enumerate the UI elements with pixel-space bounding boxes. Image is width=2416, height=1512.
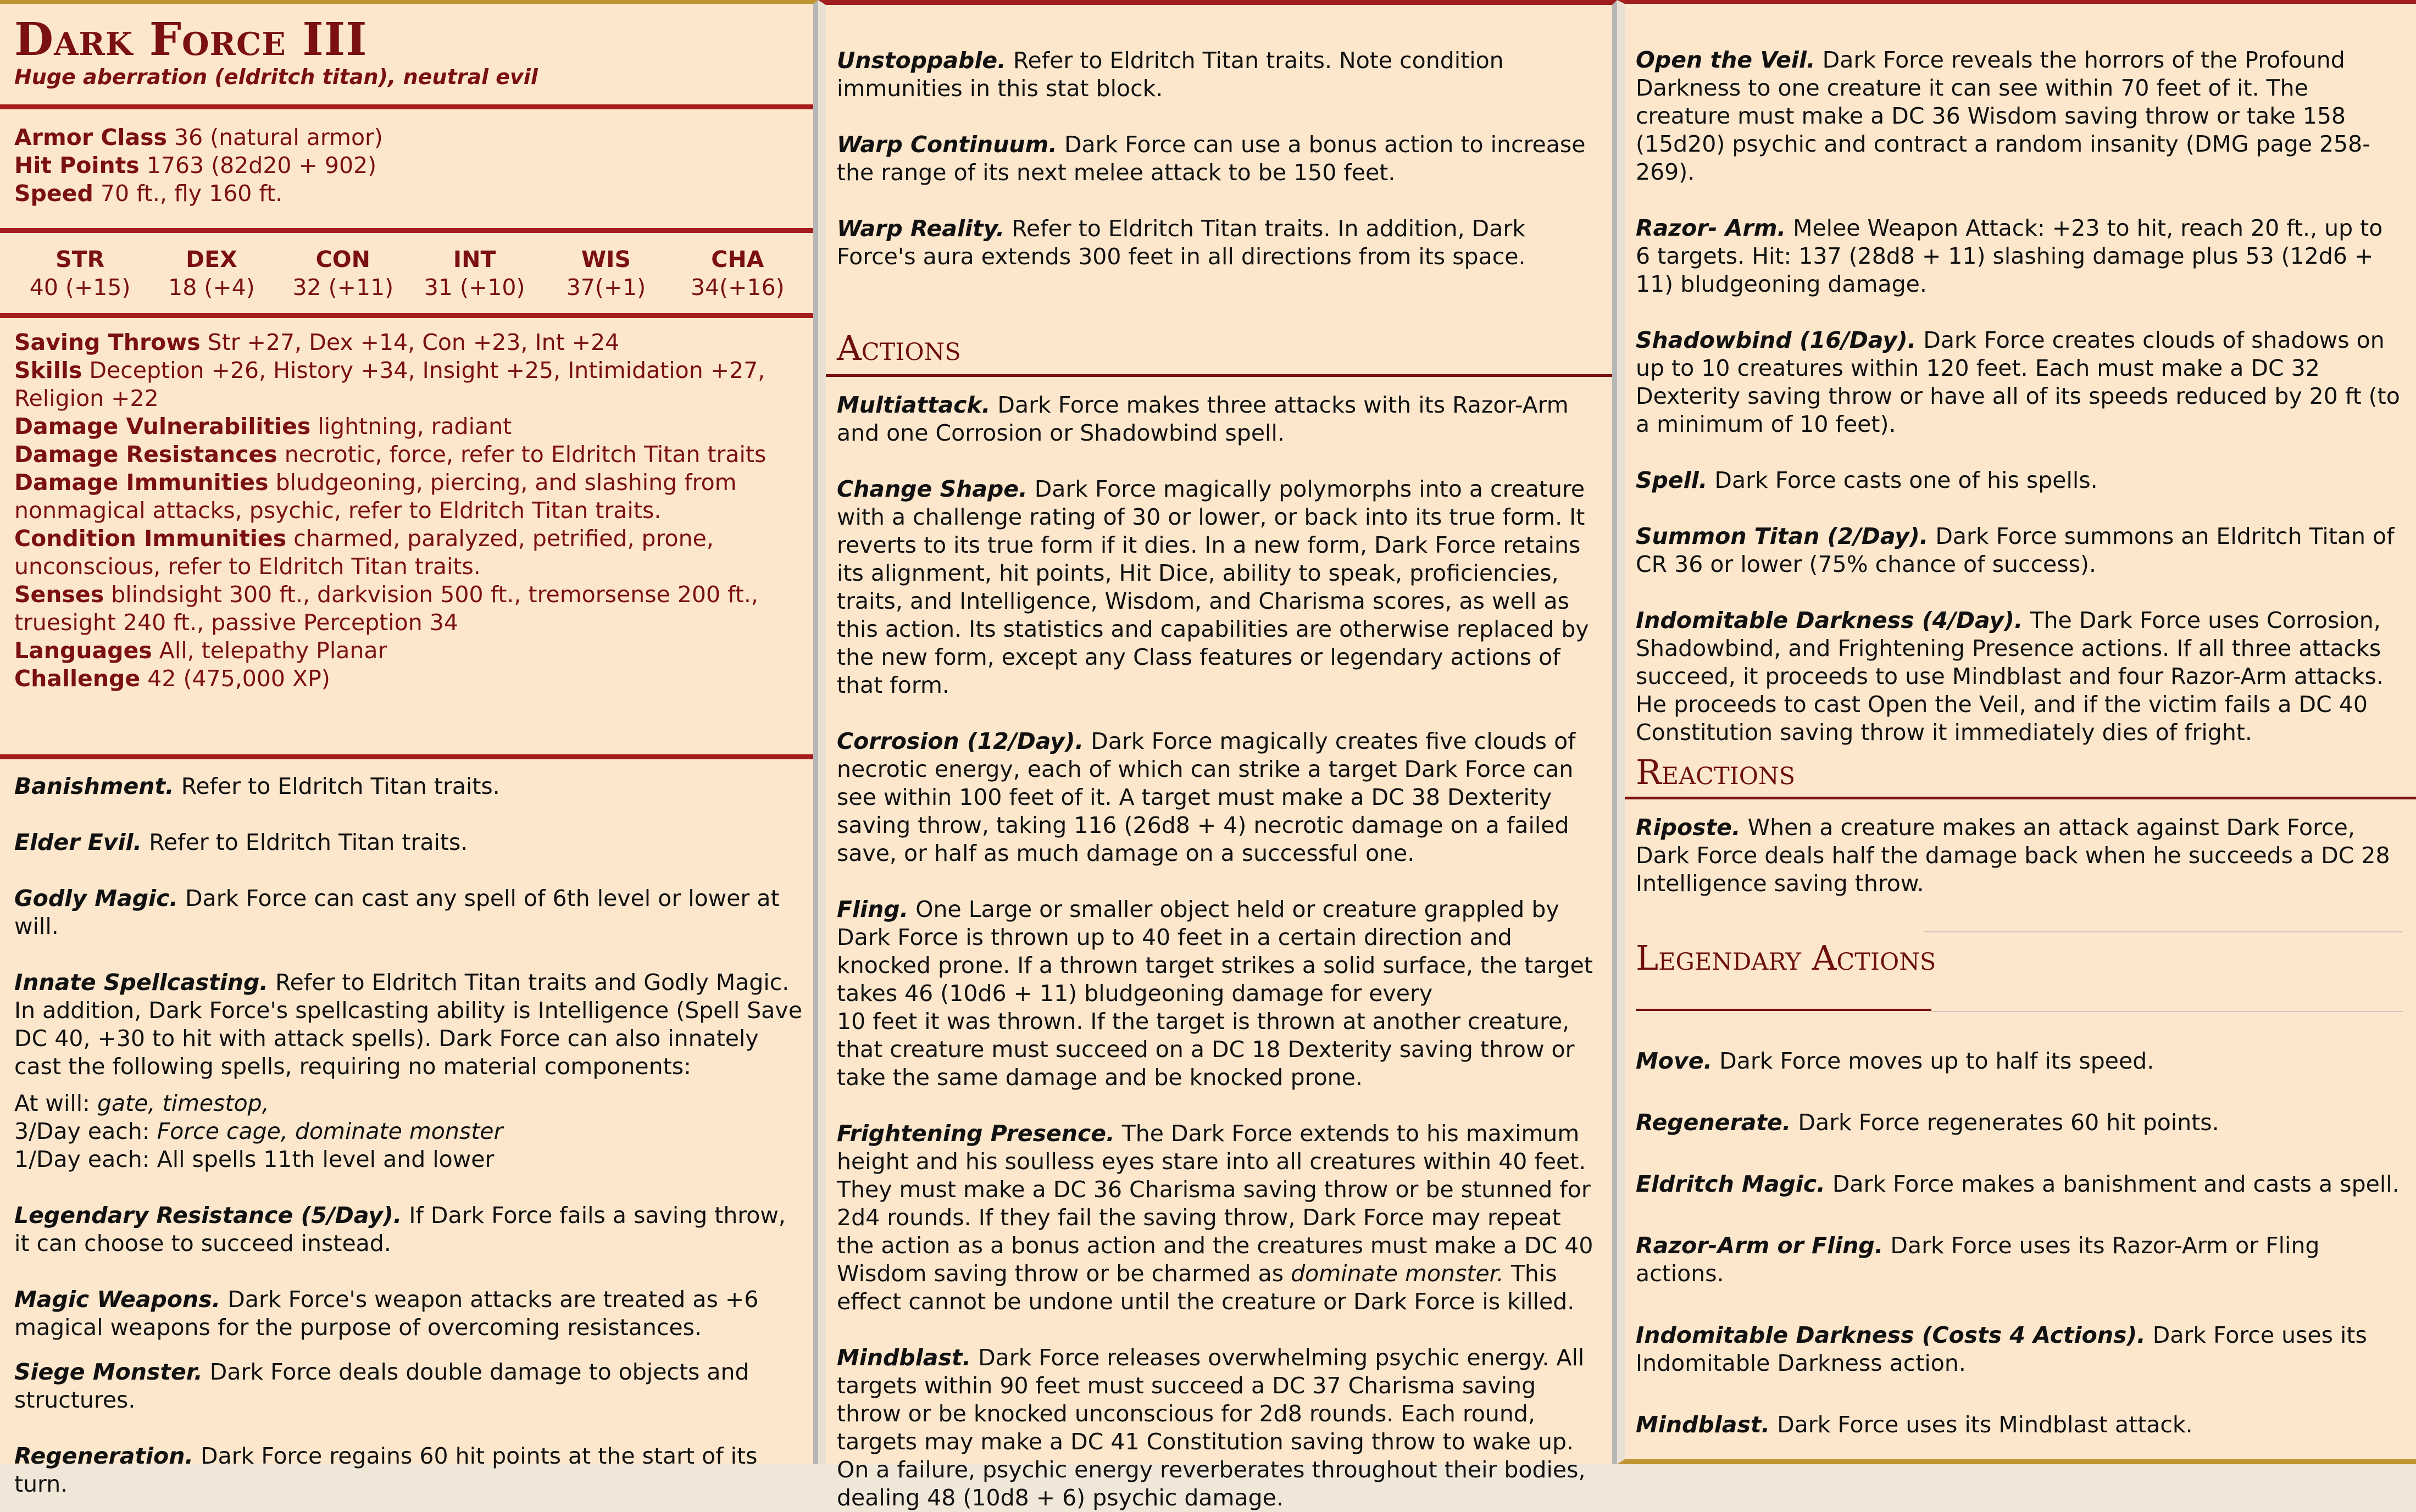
speed: Speed 70 ft., fly 160 ft. (14, 180, 283, 207)
column-1 (0, 0, 818, 1497)
stat-block-header (14, 15, 803, 90)
action-fling-continued: 10 feet it was thrown. If the target is thrown at another creature, that creature must succeed on a DC 18 Dexterity saving throw or take the same damage and be knocked prone. (837, 1008, 1575, 1091)
column-2 (818, 0, 1617, 1511)
action-fling: Fling. One Large or smaller object held or creature grappled by Dark Force is thrown up to 40 feet in a certain direction and knocked prone. If a thrown target strikes a solid surface, the target takes 46 (10d6 + 11) bludgeoning damage for every (837, 896, 1593, 1007)
section-underline (826, 374, 1612, 377)
legendary-actions-heading: Legendary Actions (1636, 938, 1936, 978)
legendary-heading-wrap (1636, 939, 2403, 977)
ability-str: STR 40 (+15) (29, 246, 131, 301)
hit-points: Hit Points 1763 (82d20 + 902) (14, 152, 377, 179)
action-shadowbind: Shadowbind (16/Day). Dark Force creates clouds of shadows on up to 10 creatures within 120 feet. Each must make a DC 32 Dexterity saving throw or have all of its speeds reduced by 20 ft (to a minimum of 10 feet). (1636, 327, 2400, 437)
legendary-indomitable-darkness: Indomitable Darkness (Costs 4 Actions). Dark Force uses its Indomitable Darkness action. (1636, 1322, 2367, 1376)
ability-wis: WIS 37(+1) (566, 246, 646, 301)
ability-int: INT 31 (+10) (424, 246, 525, 301)
divider (0, 313, 813, 318)
trait-magic-weapons: Magic Weapons. Dark Force's weapon attacks are treated as +6 magical weapons for the purpose of overcoming resistances. (14, 1286, 759, 1341)
legendary-actions-block (1636, 1047, 2403, 1439)
reaction-riposte: Riposte. When a creature makes an attack against Dark Force, Dark Force deals half the damage back when he succeeds a DC 28 Intelligence saving throw. (1636, 814, 2390, 897)
damage-resistances: Damage Resistances necrotic, force, refer to Eldritch Titan traits (14, 441, 767, 468)
column-3 (1617, 0, 2416, 1464)
trait-warp-continuum: Warp Continuum. Dark Force can use a bonus action to increase the range of its next melee attack to be 150 feet. (837, 131, 1586, 186)
action-multiattack: Multiattack. Dark Force makes three attacks with its Razor-Arm and one Corrosion or Shadowbind spell. (837, 392, 1569, 446)
ability-cha: CHA 34(+16) (690, 246, 785, 301)
legendary-mindblast: Mindblast. Dark Force uses its Mindblast attack. (1636, 1411, 2193, 1438)
action-frightening-presence: Frightening Presence. The Dark Force extends to his maximum height and his soulless eyes stare into all creatures within 40 feet. They must make a DC 36 Charisma saving throw or be stunned for 2d4 rounds. If they fail the saving throw, Dark Force may repeat the action as a bonus action and the creatures must make a DC 40 Wisdom saving throw or be charmed as dominate monster. This effect cannot be undone until the creature or Dark Force is killed. (837, 1120, 1593, 1315)
actions-block (837, 391, 1599, 1512)
divider (0, 228, 813, 233)
action-change-shape: Change Shape. Dark Force magically polymorphs into a creature with a challenge rating of 30 or lower, or back into its true form. It reverts to its true form if it dies. In a new form, Dark Force retains its alignment, hit points, Hit Dice, ability to speak, proficiencies, traits, and Intelligence, Wisdom, and Charisma scores, as well as this action. Its statistics and capabilities are otherwise replaced by the new form, except any Class features or legendary actions of that form. (837, 476, 1589, 698)
skills: Skills Deception +26, History +34, Insight +25, Intimidation +27, Religion +22 (14, 357, 765, 412)
action-indomitable-darkness: Indomitable Darkness (4/Day). The Dark Force uses Corrosion, Shadowbind, and Frightening Presence actions. If all three attacks succeed, it proceeds to use Mindblast and four Razor-Arm attacks. He proceeds to cast Open the Veil, and if the victim fails a DC 40 Constitution saving throw it immediately dies of fright. (1636, 607, 2384, 746)
action-summon-titan: Summon Titan (2/Day). Dark Force summons an Eldritch Titan of CR 36 or lower (75% chance of success). (1636, 523, 2395, 577)
ability-con: CON 32 (+11) (292, 246, 394, 301)
action-spell: Spell. Dark Force casts one of his spells. (1636, 467, 2098, 493)
reactions-heading: Reactions (1636, 752, 1796, 792)
trait-unstoppable: Unstoppable. Refer to Eldritch Titan traits. Note condition immunities in this stat block. (837, 47, 1504, 102)
senses: Senses blindsight 300 ft., darkvision 500 ft., tremorsense 200 ft., truesight 240 ft., passive Perception 34 (14, 581, 758, 636)
action-razor-arm: Razor- Arm. Melee Weapon Attack: +23 to hit, reach 20 ft., up to 6 targets. Hit: 137 (28d8 + 11) slashing damage plus 53 (12d6 + 11) bludgeoning damage. (1636, 215, 2383, 297)
legendary-razor-arm-or-fling: Razor-Arm or Fling. Dark Force uses its Razor-Arm or Fling actions. (1636, 1232, 2320, 1287)
trait-banishment: Banishment. Refer to Eldritch Titan traits. (14, 773, 500, 799)
challenge: Challenge 42 (475,000 XP) (14, 665, 330, 692)
traits-block (14, 772, 803, 1498)
legendary-eldritch-magic: Eldritch Magic. Dark Force makes a banishment and casts a spell. (1636, 1171, 2400, 1197)
section-underline (1625, 797, 2416, 799)
damage-immunities: Damage Immunities bludgeoning, piercing, and slashing from nonmagical attacks, psychic, refer to Eldritch Titan traits. (14, 469, 737, 524)
properties-block (14, 329, 803, 693)
creature-type: Huge aberration (eldritch titan), neutral evil (14, 65, 538, 89)
action-mindblast: Mindblast. Dark Force releases overwhelming psychic energy. All targets within 90 feet must succeed a DC 37 Charisma saving throw or be knocked unconscious for 2d8 rounds. Each round, targets may make a DC 41 Constitution saving throw to wake up. On a failure, psychic energy reverberates throughout their bodies, dealing 48 (10d8 + 6) psychic damage. (837, 1344, 1586, 1511)
saving-throws: Saving Throws Str +27, Dex +14, Con +23, Int +24 (14, 329, 620, 355)
divider (0, 104, 813, 109)
trait-innate-spellcasting: Innate Spellcasting. Refer to Eldritch Titan traits and Godly Magic. In addition, Dark Force's spellcasting ability is Intelligence (Spell Save DC 40, +30 to hit with attack spells). Dark Force can also innately cast the following spells, requiring no material components: (14, 969, 802, 1080)
trait-siege-monster: Siege Monster. Dark Force deals double damage to objects and structures. (14, 1359, 749, 1413)
legendary-move: Move. Dark Force moves up to half its speed. (1636, 1048, 2154, 1074)
reactions-block (1636, 814, 2403, 898)
legendary-regenerate: Regenerate. Dark Force regenerates 60 hit points. (1636, 1109, 2219, 1136)
actions-heading: Actions (837, 328, 961, 368)
action-open-the-veil: Open the Veil. Dark Force reveals the horrors of the Profound Darkness to one creature it can see within 70 feet of it. The creature must make a DC 36 Wisdom saving throw or take 158 (15d20) psychic and contract a random insanity (DMG page 258-269). (1636, 47, 2371, 185)
actions-continued (1636, 46, 2403, 747)
actions-heading-wrap (837, 329, 1599, 368)
ability-scores (14, 246, 803, 302)
decorative-rule (1931, 1011, 2403, 1012)
condition-immunities: Condition Immunities charmed, paralyzed, petrified, prone, unconscious, refer to Eldritch Titan traits. (14, 525, 714, 580)
armor-class: Armor Class 36 (natural armor) (14, 124, 383, 151)
trait-regeneration: Regeneration. Dark Force regains 60 hit points at the start of its turn. (14, 1443, 758, 1497)
traits-continued (837, 47, 1599, 271)
divider (0, 754, 813, 759)
spell-list: At will: gate, timestop, 3/Day each: Force cage, dominate monster 1/Day each: All spells 11th level and lower (14, 1090, 503, 1172)
trait-warp-reality: Warp Reality. Refer to Eldritch Titan traits. In addition, Dark Force's aura extends 300 feet in all directions from its space. (837, 215, 1526, 270)
action-corrosion: Corrosion (12/Day). Dark Force magically creates five clouds of necrotic energy, each of which can strike a target Dark Force can see within 100 feet of it. A target must make a DC 38 Dexterity saving throw, taking 116 (26d8 + 4) necrotic damage on a failed save, or half as much damage on a successful one. (837, 728, 1576, 866)
trait-elder-evil: Elder Evil. Refer to Eldritch Titan traits. (14, 829, 468, 855)
creature-name: Dark Force III (14, 13, 368, 66)
defense-block (14, 124, 803, 208)
trait-godly-magic: Godly Magic. Dark Force can cast any spell of 6th level or lower at will. (14, 885, 780, 940)
trait-legendary-resistance: Legendary Resistance (5/Day). If Dark Force fails a saving throw, it can choose to succeed instead. (14, 1202, 786, 1257)
damage-vulnerabilities: Damage Vulnerabilities lightning, radiant (14, 413, 512, 440)
ability-dex: DEX 18 (+4) (168, 246, 255, 301)
section-underline (1636, 1009, 1931, 1011)
languages: Languages All, telepathy Planar (14, 637, 387, 664)
decorative-rule (1924, 931, 2403, 932)
reactions-heading-wrap (1636, 753, 2403, 792)
